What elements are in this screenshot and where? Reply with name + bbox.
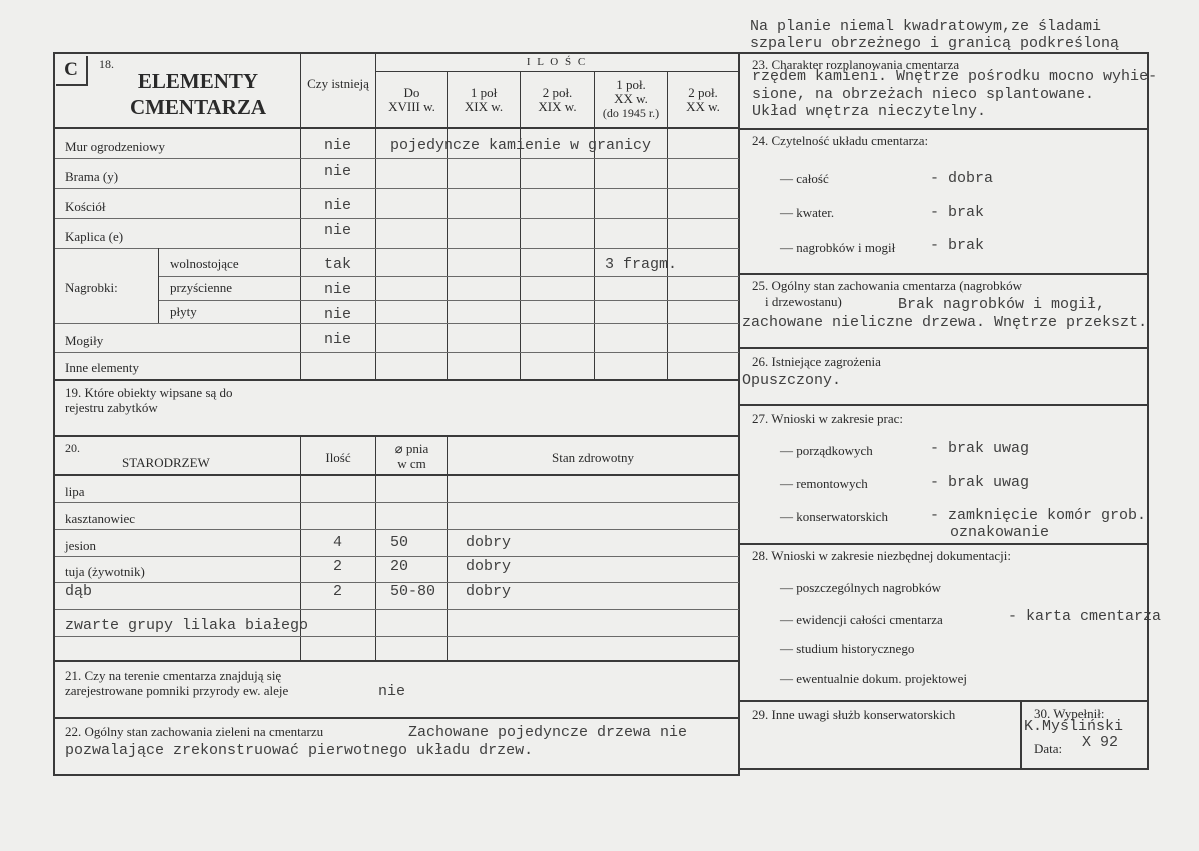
tree-qty: 2	[332, 583, 342, 600]
row-value-gate: nie	[323, 163, 351, 180]
tree-health: dobry	[466, 534, 512, 551]
elements-title-line2: CMENTARZA	[129, 95, 267, 119]
tree-name: tuja (żywotnik)	[65, 564, 145, 579]
section-21-label: 21. Czy na terenie cmentarza znajdują się zarejestrowane pomniki przyrody ew. aleje	[65, 668, 289, 698]
section-25-answer-line2: zachowane nieliczne drzewa. Wnętrze przekszt.	[742, 314, 1148, 331]
oldgrowth-qty-header: Ilość	[325, 450, 351, 465]
readability-item-value: - brak	[930, 204, 985, 221]
col-header-1xix: 1 poł XIX w.	[464, 85, 504, 114]
section-28-label: 28. Wnioski w zakresie niezbędnej dokumentacji:	[752, 548, 1011, 563]
work-item-label: — konserwatorskich	[780, 509, 888, 524]
date-label: Data:	[1034, 741, 1063, 756]
section-18-number: 18.	[99, 57, 114, 71]
section-22-answer-line1: Zachowane pojedyncze drzewa nie	[408, 724, 688, 741]
row-label-freestanding: wolnostojące	[170, 256, 239, 271]
row-label-tombstones: Nagrobki:	[65, 280, 118, 295]
readability-item-value: - dobra	[930, 170, 994, 187]
row-value-wall: nie	[323, 137, 351, 154]
tree-diameter: 50	[390, 534, 409, 551]
documentation-item-label: — poszczególnych nagrobków	[780, 580, 942, 595]
tree-name: dąb	[65, 583, 93, 600]
row-value-graves: nie	[323, 331, 351, 348]
section-27-label: 27. Wnioski w zakresie prac:	[752, 411, 904, 426]
section-22-answer-line2: pozwalające zrekonstruować pierwotnego układu drzew.	[65, 742, 534, 759]
section-22-label: 22. Ogólny stan zachowania zieleni na cmentarzu	[65, 724, 324, 739]
filled-by-name: K.Myśliński	[1024, 718, 1124, 735]
section-29-label: 29. Inne uwagi służb konserwatorskich	[752, 707, 956, 722]
row-value-slabs: nie	[323, 306, 351, 323]
col-header-2xx: 2 poł. XX w.	[686, 85, 720, 114]
tree-qty: 4	[332, 534, 342, 551]
section-19-label: 19. Które obiekty wipsane są do rejestru zabytków	[65, 385, 233, 415]
row-value-freestanding: tak	[323, 256, 351, 273]
row-label-slabs: płyty	[170, 304, 197, 319]
exist-header: Czy istnieją	[307, 76, 369, 91]
work-item-value: - brak uwag	[930, 440, 1030, 457]
oldgrowth-diameter-header: ⌀ pnia w cm	[394, 441, 429, 471]
elements-title	[100, 68, 296, 120]
tree-extra-note: zwarte grupy lilaka białego	[65, 617, 309, 634]
work-item-value: - zamknięcie komór grob.	[930, 507, 1147, 524]
tree-health: dobry	[466, 558, 512, 575]
work-item-label: — remontowych	[780, 476, 868, 491]
section-25-label-line1: 25. Ogólny stan zachowania cmentarza (nagrobków	[752, 278, 1023, 293]
section-letter: C	[64, 59, 78, 80]
tree-qty: 2	[332, 558, 342, 575]
row-label-wall: Mur ogrodzeniowy	[65, 139, 166, 154]
section-23-text-line1: rzędem kamieni. Wnętrze pośrodku mocno wyhie-	[752, 68, 1158, 85]
documentation-item-value: - karta cmentarza	[1008, 608, 1162, 625]
tree-diameter: 20	[390, 558, 409, 575]
elements-title-line1: ELEMENTY	[137, 69, 259, 93]
row-label-church: Kościół	[65, 199, 106, 214]
work-item-value: - brak uwag	[930, 474, 1030, 491]
tree-diameter: 50-80	[390, 583, 436, 600]
section-24-label: 24. Czytelność układu cmentarza:	[752, 133, 929, 148]
section-23-text-line3: Układ wnętrza nieczytelny.	[752, 103, 987, 120]
section-30-label: 30. Wypełnił:	[1034, 706, 1105, 721]
col-header-xviii: Do XVIII w.	[388, 85, 435, 114]
work-item-value-line2: oznakowanie	[950, 524, 1050, 541]
documentation-item-label: — ewentualnie dokum. projektowej	[780, 671, 968, 686]
tree-health: dobry	[466, 583, 512, 600]
readability-item-label: — kwater.	[780, 205, 835, 220]
readability-item-label: — całość	[780, 171, 829, 186]
row-note-wall: pojedyncze kamienie w granicy	[390, 137, 652, 154]
date-value: X 92	[1082, 734, 1119, 751]
section-letter-box	[56, 56, 88, 86]
row-value-chapel: nie	[323, 222, 351, 239]
row-label-wall-mounted: przyścienne	[170, 280, 233, 295]
tree-name: lipa	[65, 484, 85, 499]
row-label-other: Inne elementy	[65, 360, 139, 375]
row-label-gate: Brama (y)	[65, 169, 119, 184]
col-header-2xix: 2 poł. XIX w.	[538, 85, 577, 114]
oldgrowth-health-header: Stan zdrowotny	[552, 450, 634, 465]
section-25-answer-line1: Brak nagrobków i mogił,	[898, 296, 1106, 313]
header-note-line2: szpaleru obrzeżnego i granicą podkreśloną	[750, 35, 1120, 52]
row-value-church: nie	[323, 197, 351, 214]
tree-name: kasztanowiec	[65, 511, 136, 526]
col-header-1xx: 1 poł. XX w. (do 1945 r.)	[602, 77, 660, 120]
documentation-item-label: — studium historycznego	[780, 641, 915, 656]
quantity-header: I L O Ś C	[526, 56, 588, 68]
row-label-chapel: Kaplica (e)	[65, 229, 124, 244]
section-21-answer: nie	[378, 683, 406, 700]
section-23-label: 23. Charakter rozplanowania cmentarza	[752, 57, 960, 72]
oldgrowth-title: STARODRZEW	[122, 455, 210, 470]
tree-name: jesion	[65, 538, 97, 553]
row-label-graves: Mogiły	[65, 333, 104, 348]
section-26-answer: Opuszczony.	[742, 372, 842, 389]
row-value-wall-mounted: nie	[323, 281, 351, 298]
section-20-number: 20.	[65, 441, 80, 455]
header-note-line1: Na planie niemal kwadratowym,ze śladami	[750, 18, 1102, 35]
section-26-label: 26. Istniejące zagrożenia	[752, 354, 881, 369]
section-25-label-line2: i drzewostanu)	[765, 294, 842, 309]
documentation-item-label: — ewidencji całości cmentarza	[780, 612, 943, 627]
section-23-text-line2: sione, na obrzeżach nieco splantowane.	[752, 86, 1095, 103]
readability-item-label: — nagrobków i mogił	[780, 240, 896, 255]
row-note-freestanding: 3 fragm.	[605, 256, 678, 273]
work-item-label: — porządkowych	[780, 443, 873, 458]
readability-item-value: - brak	[930, 237, 985, 254]
